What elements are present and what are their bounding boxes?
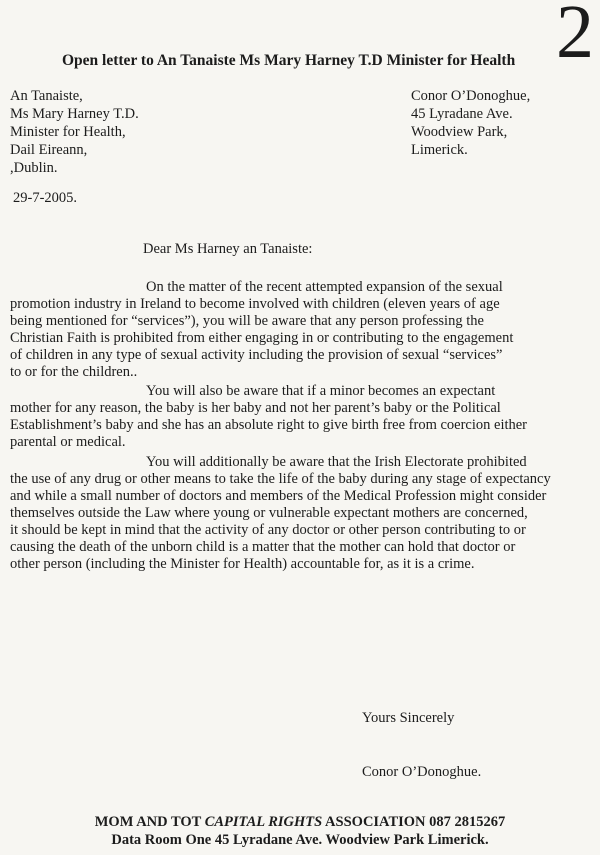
- recipient-line: ,Dublin.: [10, 160, 58, 176]
- closing: Yours Sincerely: [362, 710, 455, 726]
- sender-line: Limerick.: [411, 142, 468, 158]
- body-line: the use of any drug or other means to take the life of the baby during any stage of expectancy: [10, 471, 551, 487]
- letter-title: Open letter to An Tanaiste Ms Mary Harney T.D Minister for Health: [62, 52, 516, 69]
- sender-line: Woodview Park,: [411, 124, 508, 140]
- recipient-line: Dail Eireann,: [10, 142, 88, 158]
- sender-line: 45 Lyradane Ave.: [411, 106, 513, 122]
- body-line: being mentioned for “services”), you will be aware that any person professing the: [10, 313, 484, 329]
- signature: Conor O’Donoghue.: [362, 764, 482, 780]
- body-line: On the matter of the recent attempted expansion of the sexual: [146, 279, 503, 295]
- footer-line-2: Data Room One 45 Lyradane Ave. Woodview Park Limerick.: [111, 832, 489, 848]
- body-line: You will also be aware that if a minor becomes an expectant: [146, 383, 496, 399]
- body-line: themselves outside the Law where young or vulnerable expectant mothers are concerned,: [10, 505, 528, 521]
- body-line: mother for any reason, the baby is her baby and not her parent’s baby or the Political: [10, 400, 501, 416]
- sender-address: [411, 87, 530, 159]
- body-line: to or for the children..: [10, 364, 138, 380]
- recipient-address: [10, 87, 139, 177]
- footer-line-1: [0, 814, 600, 831]
- recipient-line: Minister for Health,: [10, 124, 126, 140]
- body-line: and while a small number of doctors and members of the Medical Profession might consider: [10, 488, 547, 504]
- recipient-line: An Tanaiste,: [10, 88, 83, 104]
- body-line: other person (including the Minister for Health) accountable for, as it is a crime.: [10, 556, 475, 572]
- body-line: Christian Faith is prohibited from either engaging in or contributing to the engagement: [10, 330, 514, 346]
- body-line: You will additionally be aware that the Irish Electorate prohibited: [146, 454, 527, 470]
- page-number: 2: [556, 0, 594, 74]
- body-line: Establishment’s baby and she has an absolute right to give birth free from coercion either: [10, 417, 528, 433]
- footer-org-italic: CAPITAL RIGHTS: [204, 814, 323, 830]
- sender-line: Conor O’Donoghue,: [411, 88, 531, 104]
- body-line: causing the death of the unborn child is a matter that the mother can hold that doctor or: [10, 539, 516, 555]
- recipient-line: Ms Mary Harney T.D.: [10, 106, 139, 122]
- body-line: promotion industry in Ireland to become involved with children (eleven years of age: [10, 296, 500, 312]
- salutation: Dear Ms Harney an Tanaiste:: [143, 241, 313, 257]
- footer-org-prefix: MOM AND TOT: [94, 814, 205, 830]
- footer-org-suffix: ASSOCIATION 087 2815267: [322, 814, 506, 830]
- letter-date: 29-7-2005.: [13, 190, 78, 206]
- body-line: of children in any type of sexual activity including the provision of sexual “services”: [10, 347, 503, 363]
- body-line: parental or medical.: [10, 434, 126, 450]
- body-line: it should be kept in mind that the activity of any doctor or other person contributing to or: [10, 522, 526, 538]
